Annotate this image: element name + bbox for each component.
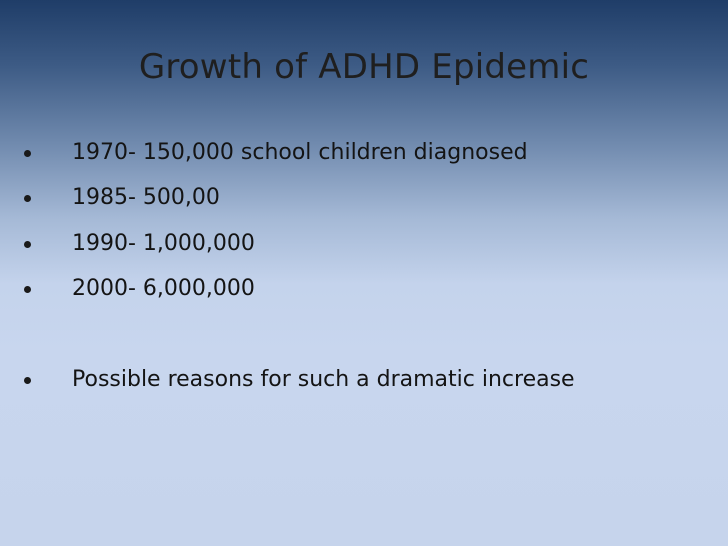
bullet-icon [24, 195, 31, 202]
bullet-text: 1990- 1,000,000 [72, 231, 255, 256]
bullet-icon [24, 241, 31, 248]
slide-title: Growth of ADHD Epidemic [138, 47, 590, 87]
bullet-text: 1970- 150,000 school children diagnosed [72, 140, 528, 165]
bullet-icon [24, 377, 31, 384]
bullet-text: 1985- 500,00 [72, 185, 220, 210]
bullet-icon [24, 150, 31, 157]
bullet-text: 2000- 6,000,000 [72, 276, 255, 301]
bullet-icon [24, 286, 31, 293]
bullet-text: Possible reasons for such a dramatic increase [72, 367, 575, 392]
